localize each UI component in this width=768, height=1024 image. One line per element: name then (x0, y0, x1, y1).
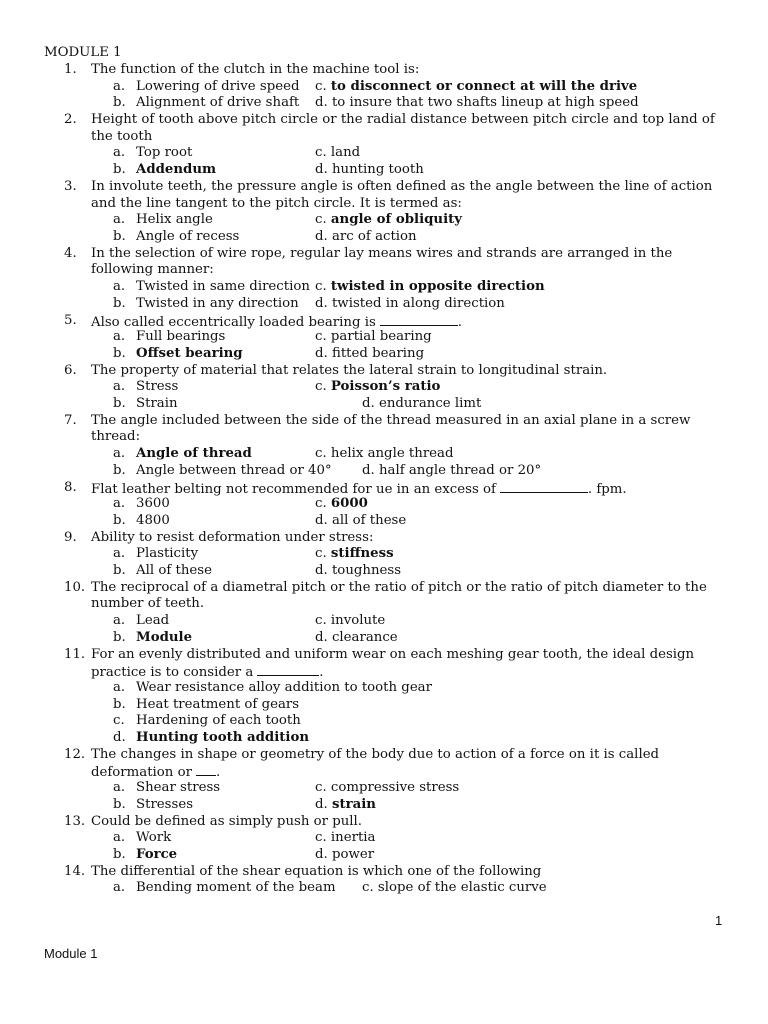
option-text: Alignment of drive shaft (136, 95, 300, 111)
question-number: 2. (64, 112, 77, 128)
question-number: 11. (64, 646, 86, 662)
question-text: The angle included between the side of the thread measured in an axial plane in a screw (91, 412, 691, 428)
question-number: 3. (64, 178, 77, 194)
question-line (0, 580, 768, 597)
option-row (0, 563, 768, 580)
question-text: Also called eccentrically loaded bearing is (91, 314, 376, 330)
option-label: b. (113, 345, 126, 361)
question-text: In the selection of wire rope, regular lay means wires and strands are arranged in the (91, 245, 673, 261)
question-line (0, 112, 768, 129)
option-label: a. (113, 329, 126, 345)
blank-suffix: . (457, 314, 463, 330)
option-row (0, 780, 768, 797)
option-row (0, 630, 768, 647)
option-label: a. (113, 379, 126, 395)
option-row (0, 713, 768, 730)
option-text: Wear resistance alloy addition to tooth gear (136, 679, 432, 695)
option-text: Angle of recess (136, 228, 240, 244)
option-label: b. (113, 696, 126, 712)
question-number: 13. (64, 813, 86, 829)
option-text: power (331, 846, 375, 862)
option-label: b. (113, 562, 126, 578)
option-text: All of these (136, 562, 212, 578)
option-text: Stresses (136, 796, 194, 812)
question-line (0, 363, 768, 380)
question-line (0, 647, 768, 664)
option-text: Top root (136, 145, 193, 161)
question-text: Ability to resist deformation under stress: (91, 529, 374, 545)
question-text: The function of the clutch in the machine tool is: (91, 62, 420, 77)
option-label: c. (315, 329, 331, 345)
option-label: d. (315, 228, 332, 244)
option-text: Lead (136, 613, 170, 629)
correct-answer-text: strain (331, 796, 376, 812)
option-label: d. (315, 796, 332, 812)
option-label: c. (315, 379, 331, 395)
option-text: arc of action (331, 228, 417, 244)
question-number: 14. (64, 863, 86, 879)
correct-answer-text: twisted in opposite direction (330, 279, 545, 295)
option-text: 3600 (136, 496, 170, 512)
option-right (315, 847, 374, 864)
option-text: toughness (331, 562, 402, 578)
question-10 (0, 580, 768, 647)
option-right (315, 780, 459, 797)
answer-blank (196, 763, 216, 776)
question-9 (0, 530, 768, 580)
option-label: c. (315, 145, 331, 161)
option-row (0, 730, 768, 747)
option-text: inertia (330, 830, 376, 846)
option-label: a. (113, 546, 126, 562)
option-right (315, 830, 375, 847)
option-label: b. (113, 462, 126, 478)
option-row (0, 212, 768, 229)
option-text: partial bearing (330, 329, 432, 345)
question-number: 9. (64, 529, 77, 545)
question-text: thread: (91, 429, 141, 445)
option-label: c. (315, 212, 331, 228)
option-label: a. (113, 780, 126, 796)
option-label: d. (315, 512, 332, 528)
option-label: d. (362, 462, 379, 478)
question-6 (0, 363, 768, 413)
option-row (0, 379, 768, 396)
question-line (0, 663, 768, 680)
option-label: c. (315, 496, 331, 512)
question-text: For an evenly distributed and uniform wear on each meshing gear tooth, the ideal design (91, 646, 695, 662)
option-text: Lowering of drive speed (136, 78, 300, 94)
correct-answer-text: to disconnect or connect at will the drive (330, 78, 638, 94)
option-text: hunting tooth (331, 162, 424, 178)
option-label: b. (113, 629, 126, 645)
option-label: c. (315, 546, 331, 562)
option-label: c. (315, 613, 331, 629)
option-row (0, 680, 768, 697)
option-label: d. (315, 345, 332, 361)
option-row (0, 95, 768, 112)
option-text: to insure that two shafts lineup at high speed (331, 95, 639, 111)
option-text: Strain (136, 395, 178, 411)
question-text: The reciprocal of a diametral pitch or the ratio of pitch or the ratio of pitch diameter to the (91, 579, 707, 595)
option-text: Bending moment of the beam (136, 880, 336, 896)
question-line (0, 429, 768, 446)
option-row (0, 697, 768, 714)
option-text: half angle thread or 20° (378, 462, 542, 478)
option-right (362, 396, 481, 413)
answer-blank (380, 313, 458, 326)
question-14 (0, 864, 768, 897)
question-12 (0, 747, 768, 814)
option-label: c. (315, 830, 331, 846)
page-number: 1 (715, 913, 723, 928)
option-label: b. (113, 295, 126, 311)
option-label: d. (315, 95, 332, 111)
option-row (0, 830, 768, 847)
question-line (0, 179, 768, 196)
option-row (0, 513, 768, 530)
question-line (0, 480, 768, 497)
option-right (362, 880, 547, 897)
option-text: Twisted in same direction (136, 279, 310, 295)
option-label: c. (113, 713, 125, 729)
question-text: In involute teeth, the pressure angle is often defined as the angle between the line of action (91, 178, 713, 194)
question-line (0, 747, 768, 764)
option-label: d. (315, 162, 332, 178)
question-number: 7. (64, 412, 77, 428)
option-text: fitted bearing (331, 345, 425, 361)
footer-module-label: Module 1 (44, 946, 98, 961)
option-text: slope of the elastic curve (377, 880, 547, 896)
question-number: 10. (64, 579, 86, 595)
option-right (315, 513, 406, 530)
option-right (315, 95, 639, 112)
option-text: Plasticity (136, 546, 199, 562)
option-label: b. (113, 162, 126, 178)
question-text: The changes in shape or geometry of the body due to action of a force on it is called (91, 746, 660, 762)
option-label: c. (315, 446, 331, 462)
option-right (315, 630, 398, 647)
option-row (0, 546, 768, 563)
question-line (0, 814, 768, 831)
option-label: a. (113, 880, 126, 896)
option-label: b. (113, 846, 126, 862)
option-row (0, 145, 768, 162)
option-label: a. (113, 145, 126, 161)
correct-answer-text: stiffness (330, 546, 394, 562)
option-text: Hardening of each tooth (136, 713, 301, 729)
option-label: c. (362, 880, 378, 896)
question-line (0, 313, 768, 330)
question-number: 5. (64, 312, 77, 328)
option-right (315, 279, 545, 296)
option-label: a. (113, 78, 126, 94)
correct-answer-text: 6000 (330, 496, 368, 512)
question-line (0, 864, 768, 881)
question-text: practice is to consider a (91, 665, 254, 681)
question-number: 6. (64, 362, 77, 378)
question-text: and the line tangent to the pitch circle. It is termed as: (91, 195, 462, 211)
question-line (0, 196, 768, 213)
question-8 (0, 480, 768, 530)
option-right (315, 563, 401, 580)
option-label: d. (315, 562, 332, 578)
option-text: Twisted in any direction (136, 295, 299, 311)
question-line (0, 596, 768, 613)
option-right (315, 329, 432, 346)
option-label: b. (113, 796, 126, 812)
option-row (0, 847, 768, 864)
option-text: land (330, 145, 361, 161)
option-label: d. (362, 395, 379, 411)
correct-answer-text: Module (136, 629, 193, 645)
option-right (315, 613, 385, 630)
question-4 (0, 246, 768, 313)
option-row (0, 279, 768, 296)
question-line (0, 413, 768, 430)
question-2 (0, 112, 768, 179)
correct-answer-text: Force (136, 846, 178, 862)
option-text: Work (136, 830, 172, 846)
option-row (0, 463, 768, 480)
blank-suffix: . (215, 765, 221, 781)
option-row (0, 797, 768, 814)
correct-answer-text: Hunting tooth addition (136, 729, 309, 745)
option-text: 4800 (136, 512, 170, 528)
option-text: involute (330, 613, 386, 629)
answer-blank (257, 663, 319, 676)
option-row (0, 79, 768, 96)
option-label: a. (113, 613, 126, 629)
option-label: d. (315, 629, 332, 645)
option-text: Heat treatment of gears (136, 696, 300, 712)
question-13 (0, 814, 768, 864)
option-label: b. (113, 395, 126, 411)
option-row (0, 496, 768, 513)
option-row (0, 880, 768, 897)
question-line (0, 763, 768, 780)
option-row (0, 396, 768, 413)
option-right (315, 212, 462, 229)
option-text: Stress (136, 379, 179, 395)
question-number: 4. (64, 245, 77, 261)
module-heading: MODULE 1 (44, 45, 122, 60)
question-number: 12. (64, 746, 86, 762)
question-line (0, 530, 768, 547)
option-right (315, 496, 368, 513)
option-text: Shear stress (136, 780, 221, 796)
question-11 (0, 647, 768, 747)
option-right (315, 79, 637, 96)
option-row (0, 329, 768, 346)
option-label: d. (315, 846, 332, 862)
option-label: a. (113, 496, 126, 512)
option-text: Full bearings (136, 329, 226, 345)
option-right (315, 296, 505, 313)
answer-blank (500, 480, 588, 493)
option-label: d. (113, 729, 126, 745)
option-row (0, 162, 768, 179)
question-number: 8. (64, 479, 77, 495)
option-right (315, 346, 424, 363)
question-5 (0, 313, 768, 363)
option-text: all of these (331, 512, 407, 528)
option-text: helix angle thread (330, 446, 454, 462)
option-row (0, 229, 768, 246)
question-text: the tooth (91, 128, 153, 144)
question-text: deformation or (91, 765, 192, 781)
option-text: compressive stress (330, 780, 460, 796)
question-text: Could be defined as simply push or pull. (91, 813, 363, 829)
option-label: a. (113, 679, 126, 695)
question-7 (0, 413, 768, 480)
option-row (0, 613, 768, 630)
option-right (315, 797, 376, 814)
correct-answer-text: Poisson’s ratio (330, 379, 441, 395)
correct-answer-text: Angle of thread (136, 446, 252, 462)
correct-answer-text: angle of obliquity (330, 212, 462, 228)
question-text: following manner: (91, 262, 214, 278)
option-label: d. (315, 295, 332, 311)
option-label: a. (113, 212, 126, 228)
question-text: Flat leather belting not recommended for ue in an excess of (91, 481, 496, 497)
option-right (315, 229, 417, 246)
option-text: twisted in along direction (331, 295, 505, 311)
option-label: a. (113, 446, 126, 462)
option-right (315, 446, 454, 463)
question-text: The differential of the shear equation is which one of the following (91, 863, 542, 879)
option-row (0, 446, 768, 463)
option-label: c. (315, 78, 331, 94)
option-right (315, 546, 394, 563)
option-label: c. (315, 279, 331, 295)
question-line (0, 262, 768, 279)
question-1 (0, 62, 768, 112)
option-text: Angle between thread or 40° (136, 462, 332, 478)
question-text: The property of material that relates the lateral strain to longitudinal strain. (91, 362, 608, 378)
option-row (0, 296, 768, 313)
question-text: Height of tooth above pitch circle or the radial distance between pitch circle and top land of (91, 112, 715, 128)
correct-answer-text: Addendum (136, 162, 217, 178)
question-3 (0, 179, 768, 246)
blank-suffix: . (319, 665, 324, 681)
correct-answer-text: Offset bearing (136, 345, 243, 361)
option-row (0, 346, 768, 363)
question-line (0, 129, 768, 146)
option-right (315, 145, 360, 162)
option-label: c. (315, 780, 331, 796)
option-text: clearance (331, 629, 398, 645)
option-text: Helix angle (136, 212, 213, 228)
option-right (362, 463, 541, 480)
blank-suffix: . fpm. (587, 481, 627, 497)
question-line (0, 246, 768, 263)
option-label: b. (113, 512, 126, 528)
option-right (315, 162, 424, 179)
option-text: endurance limt (378, 395, 482, 411)
option-label: a. (113, 830, 126, 846)
option-label: b. (113, 95, 126, 111)
question-line (0, 62, 768, 79)
option-right (315, 379, 440, 396)
question-number: 1. (64, 62, 77, 77)
option-label: a. (113, 279, 126, 295)
question-text: number of teeth. (91, 596, 205, 612)
option-label: b. (113, 228, 126, 244)
